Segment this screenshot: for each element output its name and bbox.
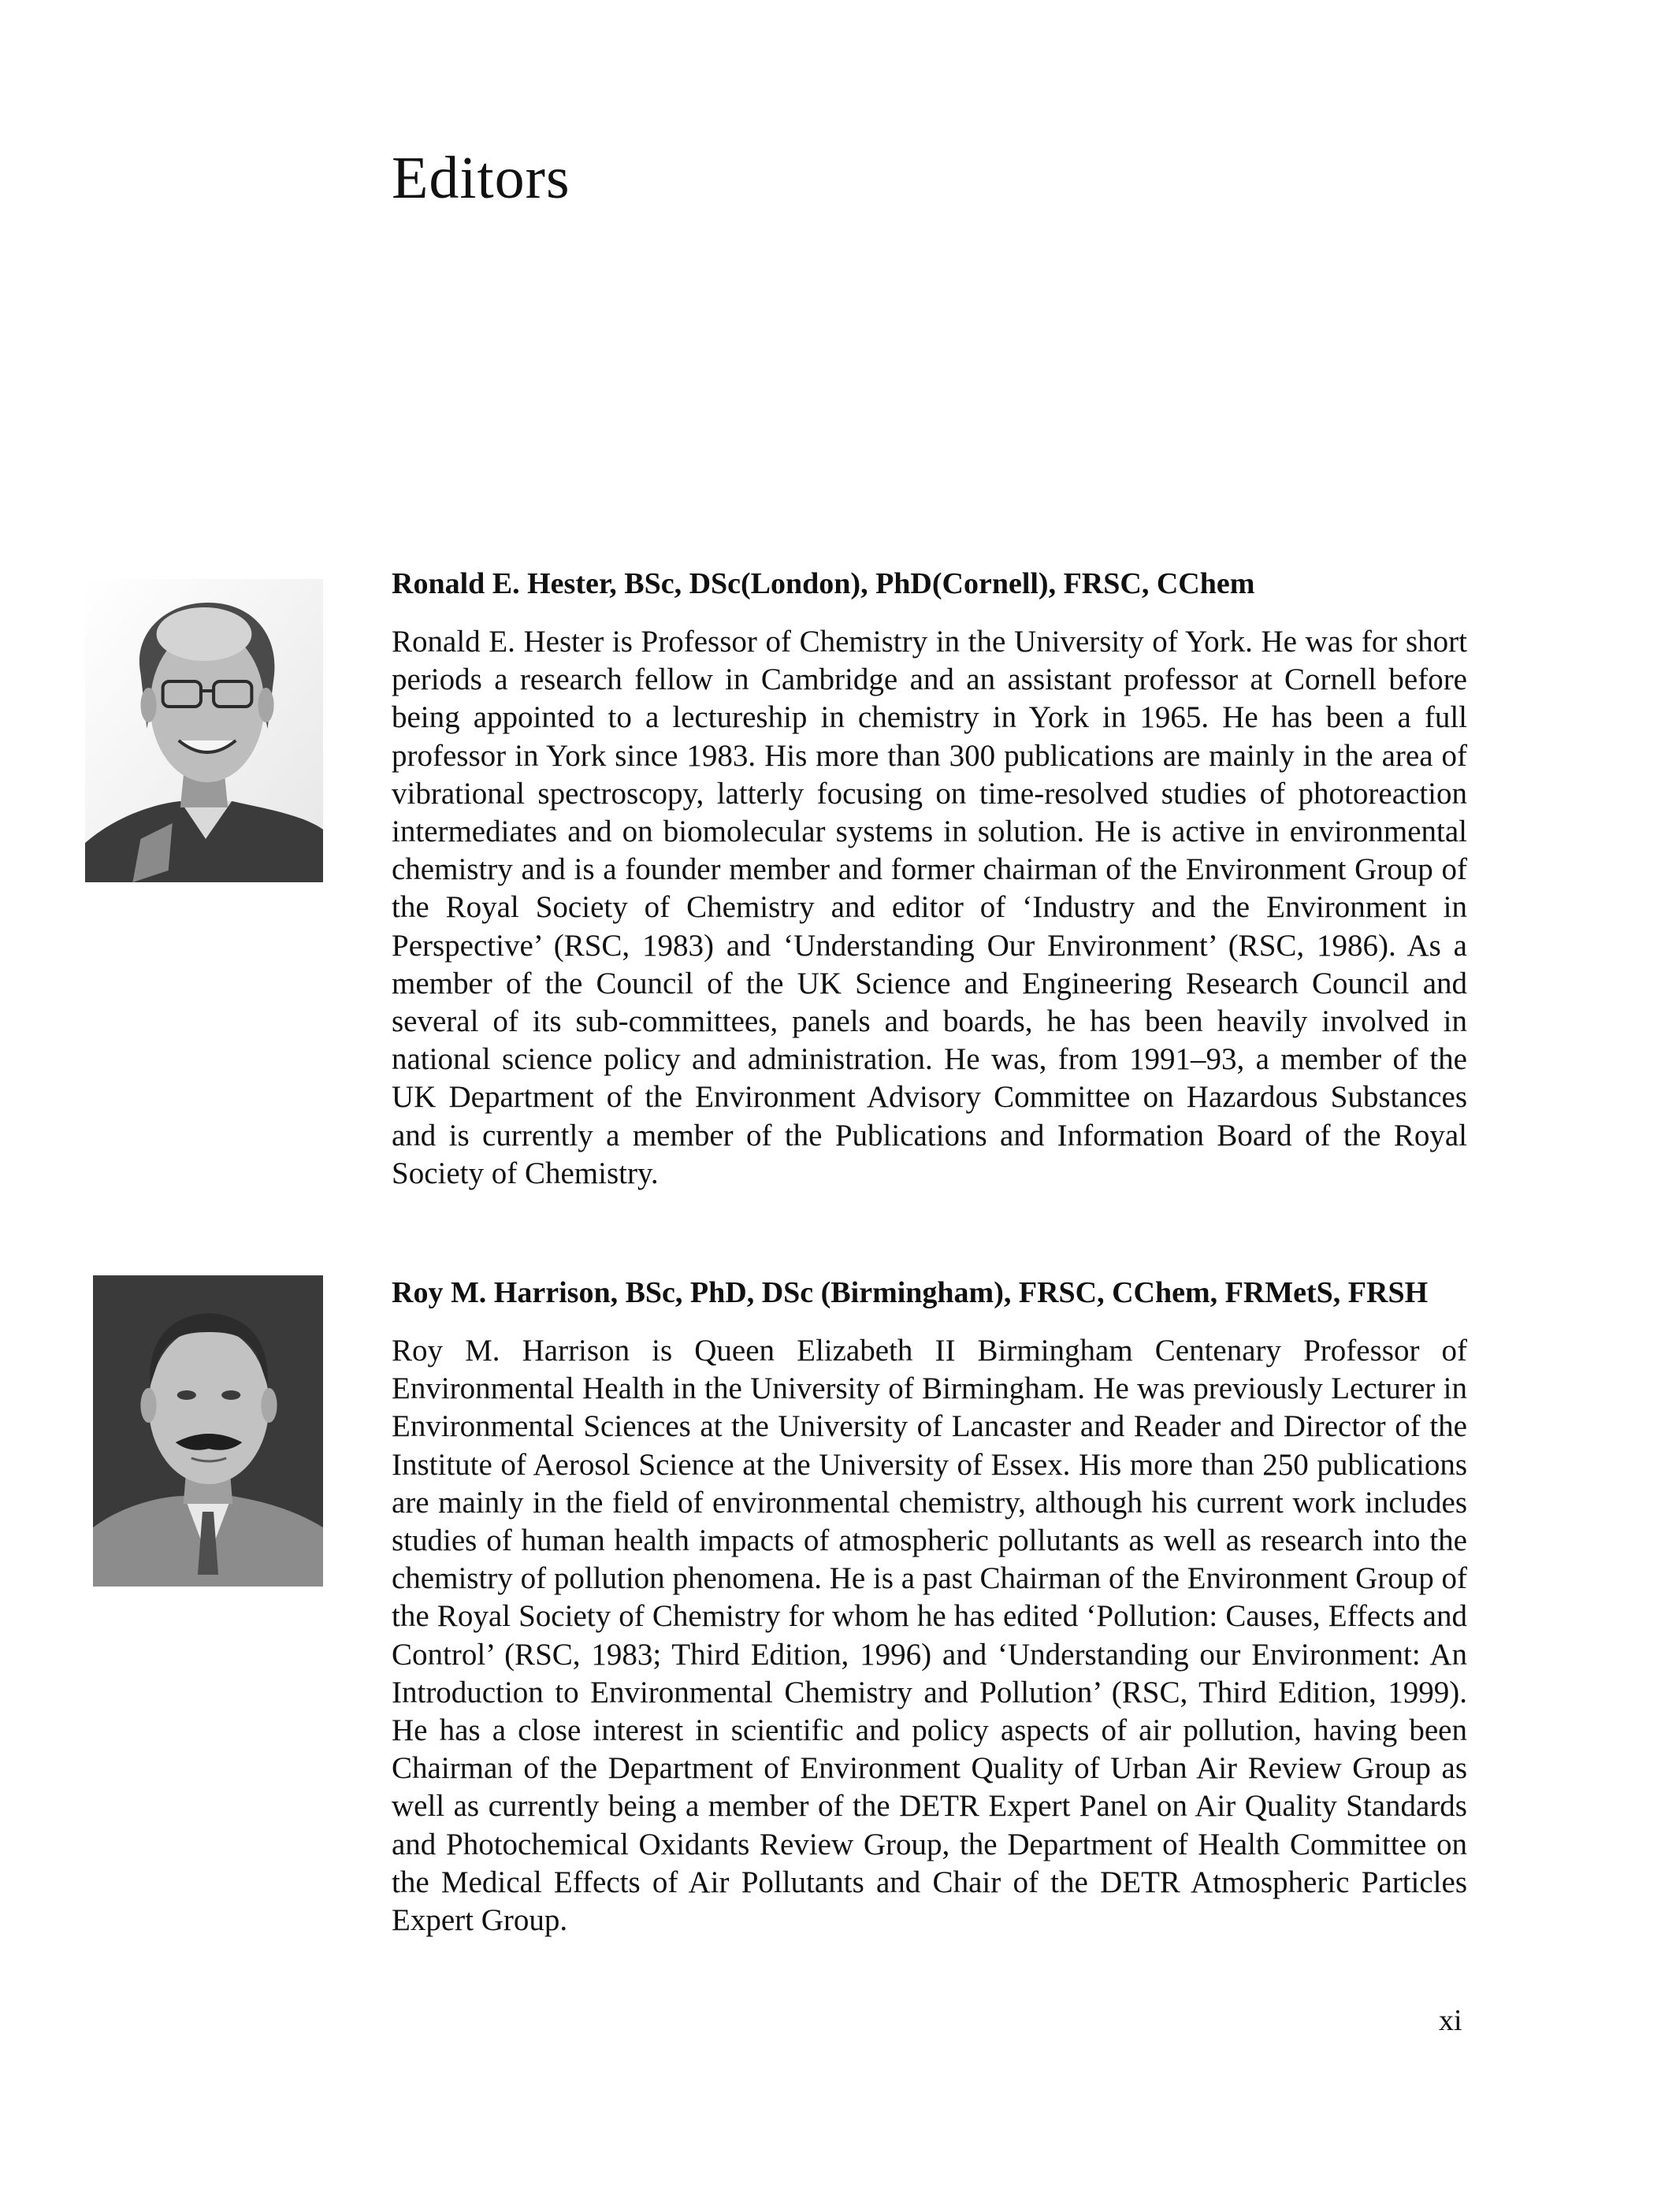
editor-bio-harrison: Roy M. Harrison is Queen Elizabeth II Birmingham Centenary Professor of Environmental Health in the University of Birmingham. He was previously Lecturer in Environmental Sciences at the University of Lancaster and Reader and Director of the Institute of Aerosol Science at the University of Essex. His more than 250 publications are mainly in the field of environmental chemistry, although his current work includes studies of human health impacts of atmospheric pollutants as well as research into the chemistry of pollution phenomena. He is a past Chairman of the Environment Group of the Royal Society of Chemistry for whom he has edited ‘Pollution: Causes, Effects and Control’ (RSC, 1983; Third Edition, 1996) and ‘Understanding our Environment: An Introduction to Environmental Chemistry and Pollution’ (RSC, Third Edition, 1999). He has a close interest in scientific and policy aspects of air pollution, having been Chairman of the Department of Environment Quality of Urban Air Review Group as well as currently being a member of the DETR Expert Panel on Air Quality Standards and Photochemical Oxidants Review Group, the Department of Health Committee on the Medical Effects of Air Pollutants and Chair of the DETR Atmospheric Particles Expert Group. xyxy=(392,1334,1467,1938)
portrait-photo-hester xyxy=(85,579,323,882)
page-title: Editors xyxy=(392,145,570,211)
portrait-photo-harrison-image xyxy=(93,1275,323,1587)
editor-heading-hester: Ronald E. Hester, BSc, DSc(London), PhD(Cornell), FRSC, CChem xyxy=(392,567,1255,600)
portrait-photo-harrison xyxy=(93,1275,323,1587)
page-number: xi xyxy=(1439,2004,1462,2037)
editor-heading-harrison: Roy M. Harrison, BSc, PhD, DSc (Birmingham), FRSC, CChem, FRMetS, FRSH xyxy=(392,1276,1429,1309)
portrait-photo-hester-image xyxy=(85,579,323,882)
editor-bio-hester: Ronald E. Hester is Professor of Chemistry in the University of York. He was for short periods a research fellow in Cambridge and an assistant professor at Cornell before being appointed to a lectureship in chemistry in York in 1965. He has been a full professor in York since 1983. His more than 300 publications are mainly in the area of vibrational spectroscopy, latterly focusing on time-resolved studies of photoreaction intermediates and on biomolecular systems in solution. He is active in environmental chemistry and is a founder member and former chairman of the Environment Group of the Royal Society of Chemistry and editor of ‘Industry and the Environment in Perspective’ (RSC, 1983) and ‘Understanding Our Environment’ (RSC, 1986). As a member of the Council of the UK Science and Engineering Research Council and several of its sub-committees, panels and boards, he has been heavily involved in national science policy and administration. He was, from 1991–93, a member of the UK Department of the Environment Advisory Committee on Hazardous Substances and is currently a member of the Publications and Information Board of the Royal Society of Chemistry. xyxy=(392,625,1467,1190)
